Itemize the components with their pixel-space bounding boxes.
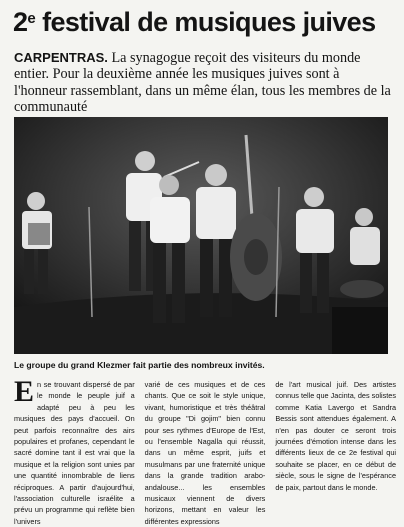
band-photo [14,117,388,354]
dateline-location: CARPENTRAS. [14,50,108,65]
article-headline [13,4,398,40]
headline-number: 2 [13,7,28,37]
article-body [14,375,397,527]
column-1-text: n se trouvant dispersé de par le monde le peuple juif a adapté peu à peu les musiques des pays d'accueil. On peut parfois reconnaître des airs populaires et profanes, cependant le sacré domine tant il est vrai que la musique et la religion sont unies par une quantité innombrable de liens réciproques. A partir d'aujourd'hui, l'association culturelle israélite a prévu un programme qui reflète bien l'univers [14,380,135,526]
headline-ordinal: e [27,10,36,27]
body-column-1 [14,375,135,527]
photo-caption: Le groupe du grand Klezmer fait partie des nombreux invités. [14,360,265,370]
headline-text: festival de musiques juives [35,7,376,37]
column-3-text: de l'art musical juif. Des artistes connus telle que Jacinta, des solistes comme Katia Lavergo et Sandra Bessis sont attendues également. A n'en pas douter ce seront trois journées d'émotion intense dans les différents lieux de ce 2e festival qui souhaite se placer, en ce début de siècle, sous le signe de l'espérance de paix, partout dans le monde. [275,380,397,492]
column-2-text: varié de ces musiques et de ces chants. Que ce soit le style unique, vivant, humoristique et très théâtral du groupe "Di gojim" bien connu pour ses rythmes d'Europe de l'Est, ou l'ensemble Nagalla qui réussit, dans un même esprit, juifs et musulmans par une fraternité unique dans la grande tradition arabo-andalouse... les ensembles musicaux viennent de divers horizons, mettant en valeur les différentes expressions [144,380,266,526]
body-column-3 [275,379,396,527]
concert-photo-illustration [14,117,388,354]
drop-cap: E [14,375,35,408]
article-lead [14,50,394,116]
lead-text: La synagogue reçoit des visiteurs du monde entier. Pour la deuxième année les musiques juives sont à l'honneur rassemblant, dans un même élan, tous les membres de la communauté [14,50,391,116]
body-column-2 [145,379,266,527]
